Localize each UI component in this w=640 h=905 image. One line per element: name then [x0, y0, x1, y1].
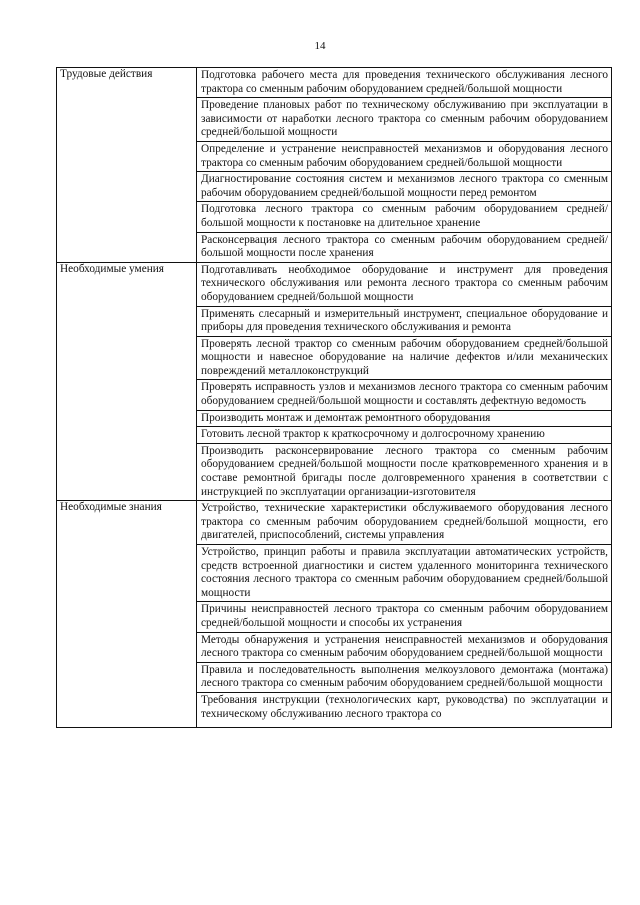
list-item: Правила и последовательность выполнения мелкоузлового демонтажа (монтажа) лесного трактора со сменным рабочим оборудованием средней/большой мощности [197, 663, 611, 693]
list-item: Проверять исправность узлов и механизмов лесного трактора со сменным рабочим оборудованием средней/большой мощности и составлять дефектную ведомость [197, 380, 611, 410]
section-row-required-knowledge [57, 501, 612, 728]
section-label: Необходимые знания [60, 501, 162, 514]
section-row-required-skills [57, 262, 612, 501]
list-item: Устройство, технические характеристики обслуживаемого оборудования лесного трактора со сменным рабочим оборудованием средней/большой мощности, его двигателей, приспособлений, системы управления [197, 501, 611, 545]
section-items-cell [197, 68, 612, 263]
section-label-cell [57, 262, 197, 501]
list-item: Требования инструкции (технологических карт, руководства) по эксплуатации и техническому обслуживанию лесного трактора со [201, 693, 608, 720]
list-item: Причины неисправностей лесного трактора со сменным рабочим оборудованием средней/большой мощности и способы их устранения [197, 602, 611, 632]
page-number: 14 [314, 40, 326, 52]
section-label: Необходимые умения [60, 262, 164, 275]
list-item: Подготавливать необходимое оборудование и инструмент для проведения технического обслуживания или ремонта лесного трактора со сменным рабочим оборудованием средней/большой мощности [197, 263, 611, 307]
section-label-cell [57, 501, 197, 728]
section-row-labor-actions [57, 68, 612, 263]
section-label-cell [57, 68, 197, 263]
competency-table [56, 67, 612, 728]
list-item: Готовить лесной трактор к краткосрочному и долгосрочному хранению [197, 427, 611, 444]
list-item: Определение и устранение неисправностей механизмов и оборудования лесного трактора со сменным рабочим оборудованием средней/большой мощности [197, 142, 611, 172]
list-item: Подготовка рабочего места для проведения технического обслуживания лесного трактора со сменным рабочим оборудованием средней/большой мощности [197, 68, 611, 98]
list-item: Производить расконсервирование лесного трактора со сменным рабочим оборудованием средней/большой мощности после кратковременного хранения и в составе ремонтной бригады после долговременного хранения в соответствии с инструкцией по эксплуатации организации-изготовителя [201, 444, 608, 498]
list-item: Расконсервация лесного трактора со сменным рабочим оборудованием средней/большой мощности после хранения [201, 233, 608, 260]
list-item: Применять слесарный и измерительный инструмент, специальное оборудование и приборы для проведения технического обслуживания и ремонта [197, 307, 611, 337]
list-item: Диагностирование состояния систем и механизмов лесного трактора со сменным рабочим оборудованием средней/большой мощности перед ремонтом [197, 172, 611, 202]
section-label: Трудовые действия [60, 68, 153, 80]
list-item: Производить монтаж и демонтаж ремонтного оборудования [197, 411, 611, 428]
section-items-cell [197, 262, 612, 501]
list-item: Методы обнаружения и устранения неисправностей механизмов и оборудования лесного трактора со сменным рабочим оборудованием средней/большой мощности [197, 633, 611, 663]
list-item: Подготовка лесного трактора со сменным рабочим оборудованием средней/большой мощности к постановке на длительное хранение [197, 202, 611, 232]
list-item: Проведение плановых работ по техническому обслуживанию при эксплуатации в зависимости от наработки лесного трактора со сменным рабочим оборудованием средней/большой мощности [197, 98, 611, 142]
list-item: Проверять лесной трактор со сменным рабочим оборудованием средней/большой мощности и навесное оборудование на наличие дефектов и/или механических повреждений металлоконструкций [197, 337, 611, 381]
list-item: Устройство, принцип работы и правила эксплуатации автоматических устройств, средств встроенной диагностики и систем удаленного мониторинга технического состояния лесного трактора со сменным рабочим оборудованием средней/большой мощности [197, 545, 611, 602]
section-items-cell [197, 501, 612, 728]
